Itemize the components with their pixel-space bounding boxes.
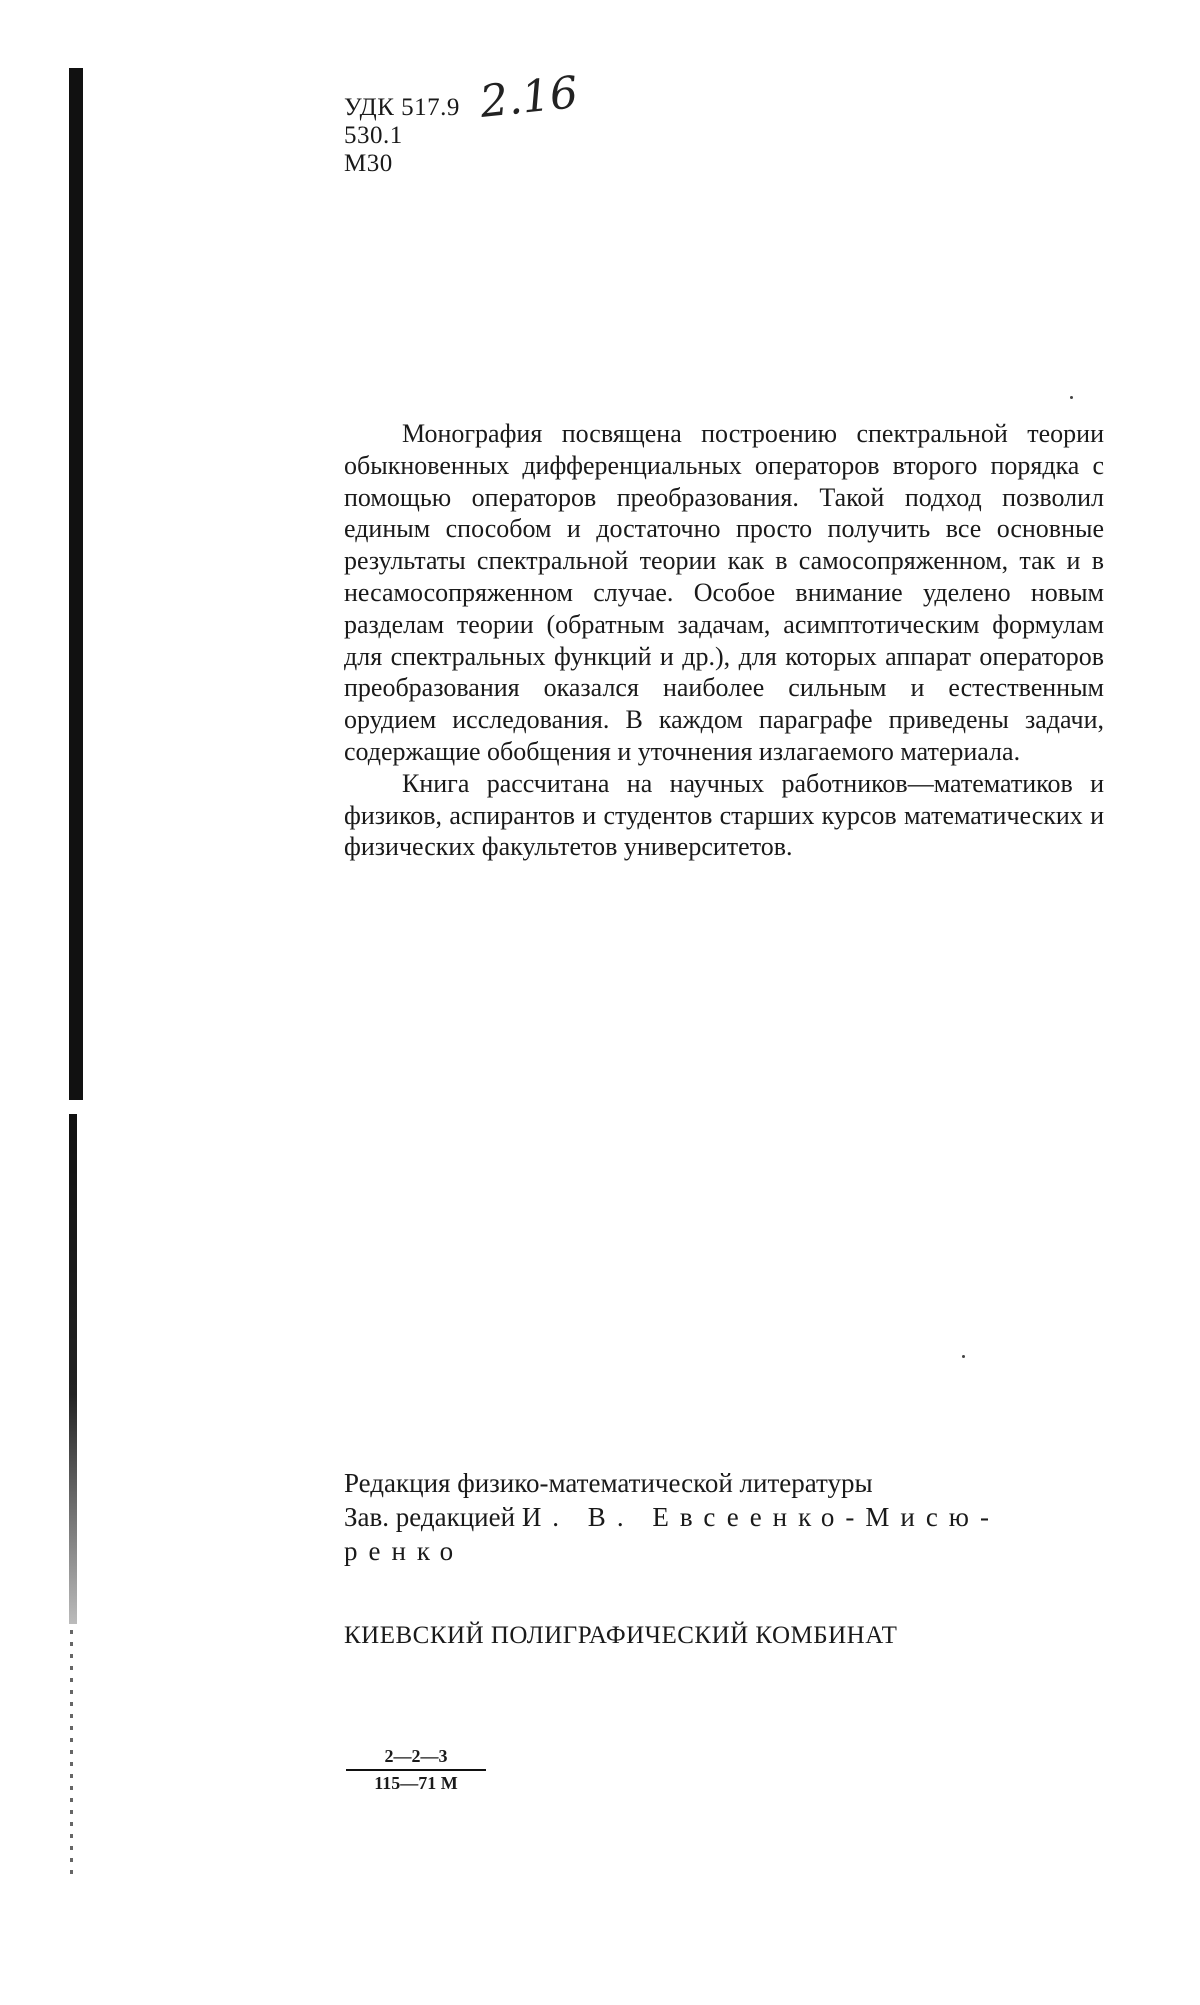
head-editor-name-continued: ренко [344,1536,465,1566]
udc-classification [344,94,460,178]
udc-line-3: М30 [344,150,393,177]
speck-mark [1070,396,1073,399]
abstract-paragraph-1: Монография посвящена построению спектральной теории обыкновенных дифференциальных операторов второго порядка с помощью операторов преобразования. Такой подход позволил единым способом и достаточно просто получить все основные результаты спектральной теории как в самосопряженном, так и в несамосопряженном случае. Особое внимание уделено новым разделам теории (обратным задачам, асимптотическим формулам для спектральных функций и др.), для которых аппарат операторов преобразования оказался наиболее сильным и естественным орудием исследования. В каждом параграфе приведены задачи, содержащие обобщения и уточнения излагаемого материала. [344,419,1104,766]
binding-edge-top [69,68,83,1100]
abstract-paragraph-2: Книга рассчитана на научных работников—математиков и физиков, аспирантов и студентов старших курсов математических и физических факультетов университетов. [344,768,1104,862]
printer-name: КИЕВСКИЙ ПОЛИГРАФИЧЕСКИЙ КОМБИНАТ [344,1622,898,1649]
edition-line: Редакция физико-математической литературы [344,1468,873,1498]
udc-line-1: УДК 517.9 [344,94,460,121]
udc-line-2: 530.1 [344,122,403,149]
speck-mark [962,1355,965,1358]
handwritten-note: 2.16 [477,67,581,128]
imprint [344,1466,1114,1568]
catalog-code-denominator: 115—71 М [374,1773,458,1793]
head-editor-line [344,1500,1114,1534]
binding-edge-dots [70,1630,73,1880]
head-editor-name: И. В. Евсеенко-Мисю- [521,1502,1000,1532]
abstract [344,418,1104,863]
catalog-code [346,1746,486,1794]
binding-edge-bottom [69,1114,77,1624]
catalog-code-numerator: 2—2—3 [346,1746,486,1771]
head-editor-label: Зав. редакцией [344,1502,516,1532]
